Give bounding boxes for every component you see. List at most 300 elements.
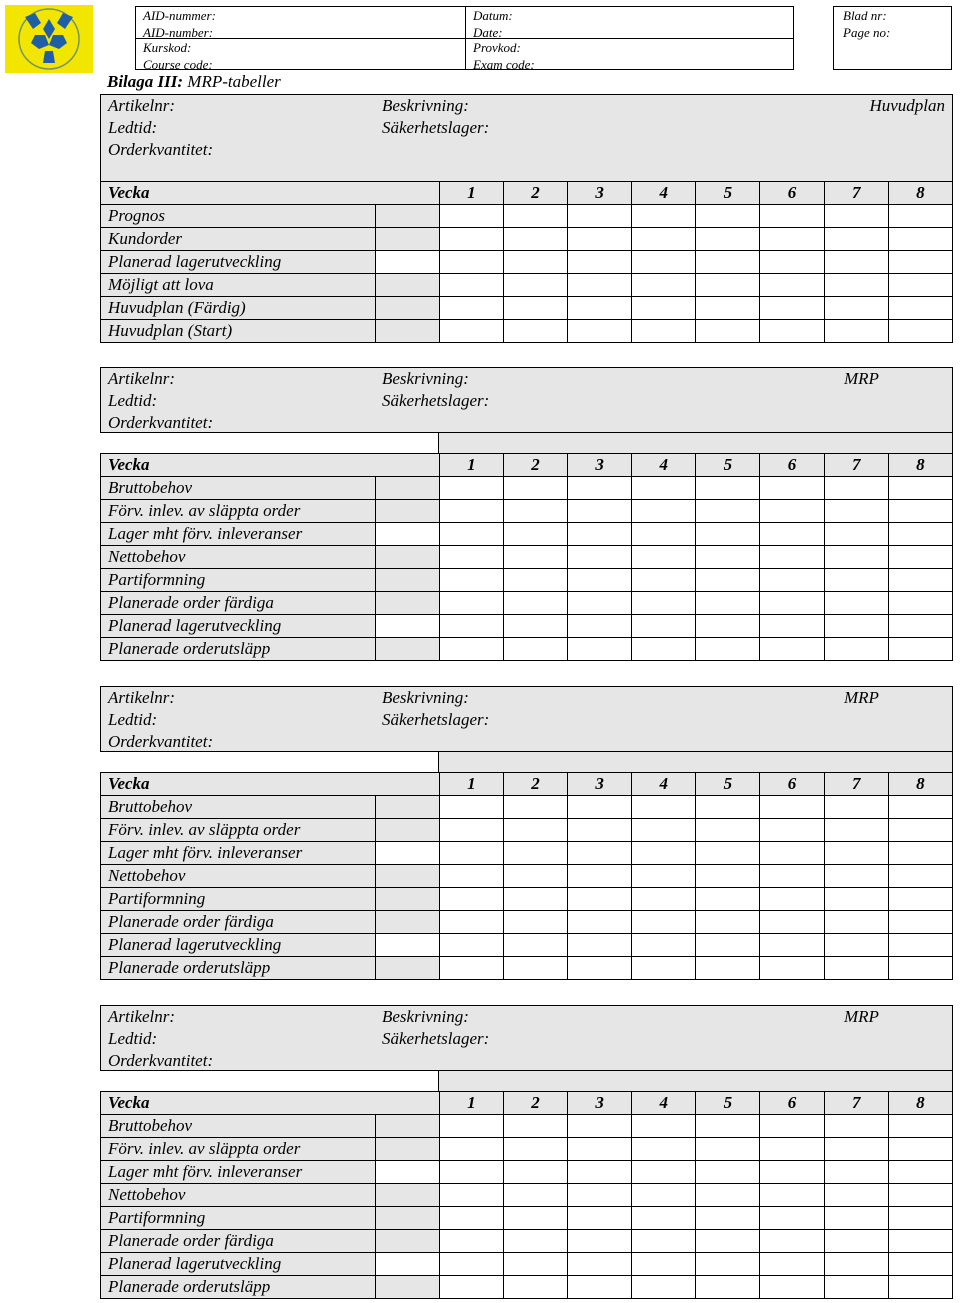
initial-value-cell[interactable] bbox=[375, 523, 439, 546]
week-number: 7 bbox=[824, 773, 888, 796]
week-4-cell[interactable] bbox=[632, 888, 696, 911]
week-3-cell[interactable] bbox=[568, 1207, 632, 1230]
week-1-cell[interactable] bbox=[439, 477, 503, 500]
week-3-cell[interactable] bbox=[568, 1115, 632, 1138]
week-2-cell[interactable] bbox=[503, 1253, 567, 1276]
week-6-cell[interactable] bbox=[760, 500, 824, 523]
table-row bbox=[101, 796, 953, 819]
initial-value-cell[interactable] bbox=[375, 615, 439, 638]
week-4-cell[interactable] bbox=[632, 320, 696, 343]
week-8-cell[interactable] bbox=[888, 1276, 952, 1299]
week-1-cell[interactable] bbox=[439, 205, 503, 228]
week-5-cell[interactable] bbox=[696, 1115, 760, 1138]
table-row bbox=[101, 819, 953, 842]
week-8-cell[interactable] bbox=[888, 274, 952, 297]
week-8-cell[interactable] bbox=[888, 569, 952, 592]
week-label: Vecka bbox=[101, 182, 440, 205]
week-5-cell[interactable] bbox=[696, 297, 760, 320]
week-6-cell[interactable] bbox=[760, 1276, 824, 1299]
row-label-spacer bbox=[375, 228, 439, 251]
week-6-cell[interactable] bbox=[760, 934, 824, 957]
week-4-cell[interactable] bbox=[632, 569, 696, 592]
week-1-cell[interactable] bbox=[439, 911, 503, 934]
week-5-cell[interactable] bbox=[696, 1161, 760, 1184]
week-4-cell[interactable] bbox=[632, 1253, 696, 1276]
week-3-cell[interactable] bbox=[568, 842, 632, 865]
week-8-cell[interactable] bbox=[888, 1115, 952, 1138]
week-4-cell[interactable] bbox=[632, 500, 696, 523]
week-2-cell[interactable] bbox=[503, 888, 567, 911]
week-6-cell[interactable] bbox=[760, 523, 824, 546]
week-8-cell[interactable] bbox=[888, 934, 952, 957]
week-6-cell[interactable] bbox=[760, 228, 824, 251]
initial-value-cell[interactable] bbox=[375, 251, 439, 274]
week-1-cell[interactable] bbox=[439, 1138, 503, 1161]
row-label: Planerade orderutsläpp bbox=[101, 638, 376, 661]
week-4-cell[interactable] bbox=[632, 819, 696, 842]
initial-value-cell[interactable] bbox=[375, 1253, 439, 1276]
week-8-cell[interactable] bbox=[888, 228, 952, 251]
week-3-cell[interactable] bbox=[568, 796, 632, 819]
week-8-cell[interactable] bbox=[888, 1161, 952, 1184]
item-info-box bbox=[100, 686, 953, 752]
week-5-cell[interactable] bbox=[696, 569, 760, 592]
week-6-cell[interactable] bbox=[760, 1115, 824, 1138]
table-row bbox=[101, 934, 953, 957]
week-6-cell[interactable] bbox=[760, 592, 824, 615]
week-8-cell[interactable] bbox=[888, 1230, 952, 1253]
week-2-cell[interactable] bbox=[503, 1207, 567, 1230]
week-5-cell[interactable] bbox=[696, 934, 760, 957]
week-4-cell[interactable] bbox=[632, 205, 696, 228]
week-6-cell[interactable] bbox=[760, 888, 824, 911]
week-1-cell[interactable] bbox=[439, 251, 503, 274]
week-3-cell[interactable] bbox=[568, 615, 632, 638]
week-number: 2 bbox=[503, 773, 567, 796]
week-5-cell[interactable] bbox=[696, 819, 760, 842]
week-5-cell[interactable] bbox=[696, 228, 760, 251]
week-1-cell[interactable] bbox=[439, 1276, 503, 1299]
item-info-box bbox=[100, 94, 953, 182]
week-2-cell[interactable] bbox=[503, 297, 567, 320]
week-7-cell[interactable] bbox=[824, 615, 888, 638]
week-8-cell[interactable] bbox=[888, 320, 952, 343]
week-4-cell[interactable] bbox=[632, 911, 696, 934]
week-3-cell[interactable] bbox=[568, 888, 632, 911]
week-5-cell[interactable] bbox=[696, 638, 760, 661]
week-5-cell[interactable] bbox=[696, 1276, 760, 1299]
week-1-cell[interactable] bbox=[439, 546, 503, 569]
week-7-cell[interactable] bbox=[824, 274, 888, 297]
initial-value-cell[interactable] bbox=[375, 842, 439, 865]
row-label: Planerad lagerutveckling bbox=[101, 1253, 376, 1276]
week-6-cell[interactable] bbox=[760, 320, 824, 343]
week-6-cell[interactable] bbox=[760, 205, 824, 228]
week-7-cell[interactable] bbox=[824, 1276, 888, 1299]
week-8-cell[interactable] bbox=[888, 842, 952, 865]
week-1-cell[interactable] bbox=[439, 1253, 503, 1276]
table-row bbox=[101, 615, 953, 638]
week-6-cell[interactable] bbox=[760, 1161, 824, 1184]
week-7-cell[interactable] bbox=[824, 865, 888, 888]
week-3-cell[interactable] bbox=[568, 500, 632, 523]
week-4-cell[interactable] bbox=[632, 615, 696, 638]
week-1-cell[interactable] bbox=[439, 842, 503, 865]
week-7-cell[interactable] bbox=[824, 477, 888, 500]
row-label: Förv. inlev. av släppta order bbox=[101, 500, 376, 523]
week-7-cell[interactable] bbox=[824, 1207, 888, 1230]
week-2-cell[interactable] bbox=[503, 477, 567, 500]
week-1-cell[interactable] bbox=[439, 297, 503, 320]
week-7-cell[interactable] bbox=[824, 1115, 888, 1138]
week-2-cell[interactable] bbox=[503, 934, 567, 957]
week-3-cell[interactable] bbox=[568, 819, 632, 842]
week-7-cell[interactable] bbox=[824, 934, 888, 957]
week-1-cell[interactable] bbox=[439, 1161, 503, 1184]
week-7-cell[interactable] bbox=[824, 819, 888, 842]
week-1-cell[interactable] bbox=[439, 592, 503, 615]
week-7-cell[interactable] bbox=[824, 569, 888, 592]
week-1-cell[interactable] bbox=[439, 320, 503, 343]
header-midline bbox=[135, 38, 794, 39]
week-8-cell[interactable] bbox=[888, 500, 952, 523]
week-1-cell[interactable] bbox=[439, 1115, 503, 1138]
week-4-cell[interactable] bbox=[632, 228, 696, 251]
week-2-cell[interactable] bbox=[503, 228, 567, 251]
week-2-cell[interactable] bbox=[503, 819, 567, 842]
mps-grid bbox=[100, 181, 953, 343]
week-3-cell[interactable] bbox=[568, 1184, 632, 1207]
week-7-cell[interactable] bbox=[824, 638, 888, 661]
week-4-cell[interactable] bbox=[632, 1115, 696, 1138]
week-2-cell[interactable] bbox=[503, 1138, 567, 1161]
week-5-cell[interactable] bbox=[696, 957, 760, 980]
blank-field-box bbox=[438, 751, 953, 773]
week-3-cell[interactable] bbox=[568, 205, 632, 228]
week-2-cell[interactable] bbox=[503, 638, 567, 661]
week-2-cell[interactable] bbox=[503, 1115, 567, 1138]
week-5-cell[interactable] bbox=[696, 1207, 760, 1230]
week-2-cell[interactable] bbox=[503, 842, 567, 865]
week-6-cell[interactable] bbox=[760, 638, 824, 661]
week-7-cell[interactable] bbox=[824, 888, 888, 911]
week-4-cell[interactable] bbox=[632, 796, 696, 819]
week-8-cell[interactable] bbox=[888, 1138, 952, 1161]
week-5-cell[interactable] bbox=[696, 251, 760, 274]
week-6-cell[interactable] bbox=[760, 251, 824, 274]
week-1-cell[interactable] bbox=[439, 1184, 503, 1207]
week-8-cell[interactable] bbox=[888, 1184, 952, 1207]
week-6-cell[interactable] bbox=[760, 546, 824, 569]
week-1-cell[interactable] bbox=[439, 500, 503, 523]
week-7-cell[interactable] bbox=[824, 297, 888, 320]
week-3-cell[interactable] bbox=[568, 934, 632, 957]
week-6-cell[interactable] bbox=[760, 865, 824, 888]
week-5-cell[interactable] bbox=[696, 911, 760, 934]
week-7-cell[interactable] bbox=[824, 1253, 888, 1276]
week-7-cell[interactable] bbox=[824, 1184, 888, 1207]
week-5-cell[interactable] bbox=[696, 1184, 760, 1207]
week-8-cell[interactable] bbox=[888, 546, 952, 569]
week-1-cell[interactable] bbox=[439, 1230, 503, 1253]
week-6-cell[interactable] bbox=[760, 274, 824, 297]
week-8-cell[interactable] bbox=[888, 523, 952, 546]
week-7-cell[interactable] bbox=[824, 1161, 888, 1184]
week-1-cell[interactable] bbox=[439, 523, 503, 546]
week-5-cell[interactable] bbox=[696, 1253, 760, 1276]
week-7-cell[interactable] bbox=[824, 1138, 888, 1161]
table-row bbox=[101, 638, 953, 661]
week-7-cell[interactable] bbox=[824, 228, 888, 251]
week-1-cell[interactable] bbox=[439, 638, 503, 661]
week-7-cell[interactable] bbox=[824, 842, 888, 865]
week-4-cell[interactable] bbox=[632, 523, 696, 546]
week-1-cell[interactable] bbox=[439, 796, 503, 819]
row-label-spacer bbox=[375, 274, 439, 297]
week-2-cell[interactable] bbox=[503, 251, 567, 274]
table-row bbox=[101, 500, 953, 523]
week-8-cell[interactable] bbox=[888, 592, 952, 615]
week-4-cell[interactable] bbox=[632, 638, 696, 661]
week-6-cell[interactable] bbox=[760, 1207, 824, 1230]
week-5-cell[interactable] bbox=[696, 205, 760, 228]
week-5-cell[interactable] bbox=[696, 523, 760, 546]
week-1-cell[interactable] bbox=[439, 569, 503, 592]
week-2-cell[interactable] bbox=[503, 592, 567, 615]
week-7-cell[interactable] bbox=[824, 911, 888, 934]
week-number: 1 bbox=[439, 1092, 503, 1115]
week-7-cell[interactable] bbox=[824, 957, 888, 980]
week-5-cell[interactable] bbox=[696, 477, 760, 500]
week-6-cell[interactable] bbox=[760, 842, 824, 865]
week-7-cell[interactable] bbox=[824, 205, 888, 228]
week-8-cell[interactable] bbox=[888, 865, 952, 888]
week-4-cell[interactable] bbox=[632, 274, 696, 297]
week-8-cell[interactable] bbox=[888, 1207, 952, 1230]
week-4-cell[interactable] bbox=[632, 251, 696, 274]
page-label-en: Page no: bbox=[843, 25, 891, 40]
week-8-cell[interactable] bbox=[888, 205, 952, 228]
week-6-cell[interactable] bbox=[760, 957, 824, 980]
week-3-cell[interactable] bbox=[568, 477, 632, 500]
week-row bbox=[101, 773, 953, 796]
week-4-cell[interactable] bbox=[632, 1161, 696, 1184]
week-number: 5 bbox=[696, 1092, 760, 1115]
week-8-cell[interactable] bbox=[888, 888, 952, 911]
week-3-cell[interactable] bbox=[568, 638, 632, 661]
row-label: Kundorder bbox=[101, 228, 376, 251]
week-8-cell[interactable] bbox=[888, 796, 952, 819]
item-info-box bbox=[100, 367, 953, 433]
week-4-cell[interactable] bbox=[632, 546, 696, 569]
week-5-cell[interactable] bbox=[696, 500, 760, 523]
week-8-cell[interactable] bbox=[888, 1253, 952, 1276]
week-4-cell[interactable] bbox=[632, 865, 696, 888]
week-6-cell[interactable] bbox=[760, 615, 824, 638]
week-2-cell[interactable] bbox=[503, 569, 567, 592]
week-3-cell[interactable] bbox=[568, 569, 632, 592]
week-3-cell[interactable] bbox=[568, 1230, 632, 1253]
week-2-cell[interactable] bbox=[503, 274, 567, 297]
week-5-cell[interactable] bbox=[696, 546, 760, 569]
description-label: Beskrivning: bbox=[382, 688, 469, 707]
week-6-cell[interactable] bbox=[760, 796, 824, 819]
week-6-cell[interactable] bbox=[760, 297, 824, 320]
description-label: Beskrivning: bbox=[382, 1007, 469, 1026]
week-2-cell[interactable] bbox=[503, 1276, 567, 1299]
table-row bbox=[101, 1253, 953, 1276]
date-label-sv: Datum: bbox=[473, 8, 513, 23]
row-label: Planerad lagerutveckling bbox=[101, 615, 376, 638]
week-8-cell[interactable] bbox=[888, 615, 952, 638]
week-2-cell[interactable] bbox=[503, 205, 567, 228]
row-label-spacer bbox=[375, 569, 439, 592]
week-3-cell[interactable] bbox=[568, 592, 632, 615]
week-7-cell[interactable] bbox=[824, 523, 888, 546]
row-label-spacer bbox=[375, 592, 439, 615]
week-2-cell[interactable] bbox=[503, 1161, 567, 1184]
row-label-spacer bbox=[375, 297, 439, 320]
week-7-cell[interactable] bbox=[824, 251, 888, 274]
week-4-cell[interactable] bbox=[632, 1276, 696, 1299]
week-4-cell[interactable] bbox=[632, 297, 696, 320]
week-3-cell[interactable] bbox=[568, 1253, 632, 1276]
week-1-cell[interactable] bbox=[439, 1207, 503, 1230]
week-row bbox=[101, 1092, 953, 1115]
week-number: 3 bbox=[568, 773, 632, 796]
week-6-cell[interactable] bbox=[760, 1184, 824, 1207]
week-number: 7 bbox=[824, 454, 888, 477]
week-5-cell[interactable] bbox=[696, 796, 760, 819]
week-6-cell[interactable] bbox=[760, 1253, 824, 1276]
week-3-cell[interactable] bbox=[568, 228, 632, 251]
week-7-cell[interactable] bbox=[824, 500, 888, 523]
week-4-cell[interactable] bbox=[632, 1138, 696, 1161]
week-1-cell[interactable] bbox=[439, 934, 503, 957]
week-5-cell[interactable] bbox=[696, 320, 760, 343]
week-7-cell[interactable] bbox=[824, 1230, 888, 1253]
week-number: 6 bbox=[760, 773, 824, 796]
week-5-cell[interactable] bbox=[696, 592, 760, 615]
week-3-cell[interactable] bbox=[568, 251, 632, 274]
week-2-cell[interactable] bbox=[503, 546, 567, 569]
week-7-cell[interactable] bbox=[824, 592, 888, 615]
week-2-cell[interactable] bbox=[503, 320, 567, 343]
lead-time-label: Ledtid: bbox=[108, 118, 158, 137]
row-label: Planerade orderutsläpp bbox=[101, 1276, 376, 1299]
week-8-cell[interactable] bbox=[888, 638, 952, 661]
week-4-cell[interactable] bbox=[632, 592, 696, 615]
week-2-cell[interactable] bbox=[503, 1230, 567, 1253]
week-5-cell[interactable] bbox=[696, 888, 760, 911]
week-8-cell[interactable] bbox=[888, 911, 952, 934]
week-2-cell[interactable] bbox=[503, 523, 567, 546]
week-3-cell[interactable] bbox=[568, 865, 632, 888]
week-2-cell[interactable] bbox=[503, 615, 567, 638]
table-row bbox=[101, 911, 953, 934]
week-2-cell[interactable] bbox=[503, 865, 567, 888]
week-4-cell[interactable] bbox=[632, 1184, 696, 1207]
week-2-cell[interactable] bbox=[503, 911, 567, 934]
week-3-cell[interactable] bbox=[568, 523, 632, 546]
week-number: 2 bbox=[503, 182, 567, 205]
week-3-cell[interactable] bbox=[568, 1138, 632, 1161]
week-4-cell[interactable] bbox=[632, 1207, 696, 1230]
week-2-cell[interactable] bbox=[503, 796, 567, 819]
table-row bbox=[101, 1230, 953, 1253]
week-1-cell[interactable] bbox=[439, 228, 503, 251]
week-7-cell[interactable] bbox=[824, 796, 888, 819]
week-3-cell[interactable] bbox=[568, 546, 632, 569]
week-3-cell[interactable] bbox=[568, 957, 632, 980]
week-8-cell[interactable] bbox=[888, 819, 952, 842]
week-5-cell[interactable] bbox=[696, 865, 760, 888]
week-4-cell[interactable] bbox=[632, 1230, 696, 1253]
week-6-cell[interactable] bbox=[760, 1230, 824, 1253]
week-8-cell[interactable] bbox=[888, 251, 952, 274]
week-5-cell[interactable] bbox=[696, 1138, 760, 1161]
week-3-cell[interactable] bbox=[568, 297, 632, 320]
week-5-cell[interactable] bbox=[696, 1230, 760, 1253]
description-label: Beskrivning: bbox=[382, 369, 469, 388]
row-label: Förv. inlev. av släppta order bbox=[101, 1138, 376, 1161]
week-4-cell[interactable] bbox=[632, 477, 696, 500]
week-4-cell[interactable] bbox=[632, 957, 696, 980]
week-7-cell[interactable] bbox=[824, 320, 888, 343]
week-5-cell[interactable] bbox=[696, 615, 760, 638]
week-label: Vecka bbox=[101, 454, 440, 477]
week-8-cell[interactable] bbox=[888, 957, 952, 980]
week-7-cell[interactable] bbox=[824, 546, 888, 569]
week-1-cell[interactable] bbox=[439, 819, 503, 842]
week-2-cell[interactable] bbox=[503, 1184, 567, 1207]
row-label: Lager mht förv. inleveranser bbox=[101, 523, 376, 546]
week-6-cell[interactable] bbox=[760, 911, 824, 934]
week-4-cell[interactable] bbox=[632, 842, 696, 865]
week-3-cell[interactable] bbox=[568, 911, 632, 934]
week-2-cell[interactable] bbox=[503, 500, 567, 523]
university-logo bbox=[5, 5, 93, 73]
week-6-cell[interactable] bbox=[760, 1138, 824, 1161]
week-3-cell[interactable] bbox=[568, 1276, 632, 1299]
week-3-cell[interactable] bbox=[568, 320, 632, 343]
blank-field-box bbox=[438, 1070, 953, 1092]
week-1-cell[interactable] bbox=[439, 615, 503, 638]
week-2-cell[interactable] bbox=[503, 957, 567, 980]
week-1-cell[interactable] bbox=[439, 957, 503, 980]
table-row bbox=[101, 228, 953, 251]
week-3-cell[interactable] bbox=[568, 274, 632, 297]
table-row bbox=[101, 523, 953, 546]
week-8-cell[interactable] bbox=[888, 297, 952, 320]
week-1-cell[interactable] bbox=[439, 888, 503, 911]
week-6-cell[interactable] bbox=[760, 819, 824, 842]
row-label: Planerade order färdiga bbox=[101, 911, 376, 934]
week-1-cell[interactable] bbox=[439, 865, 503, 888]
week-5-cell[interactable] bbox=[696, 274, 760, 297]
week-6-cell[interactable] bbox=[760, 477, 824, 500]
week-6-cell[interactable] bbox=[760, 569, 824, 592]
initial-value-cell[interactable] bbox=[375, 934, 439, 957]
week-3-cell[interactable] bbox=[568, 1161, 632, 1184]
week-5-cell[interactable] bbox=[696, 842, 760, 865]
week-1-cell[interactable] bbox=[439, 274, 503, 297]
week-8-cell[interactable] bbox=[888, 477, 952, 500]
row-label: Partiformning bbox=[101, 569, 376, 592]
initial-value-cell[interactable] bbox=[375, 1161, 439, 1184]
table-type-label: MRP bbox=[844, 1007, 879, 1026]
week-4-cell[interactable] bbox=[632, 934, 696, 957]
